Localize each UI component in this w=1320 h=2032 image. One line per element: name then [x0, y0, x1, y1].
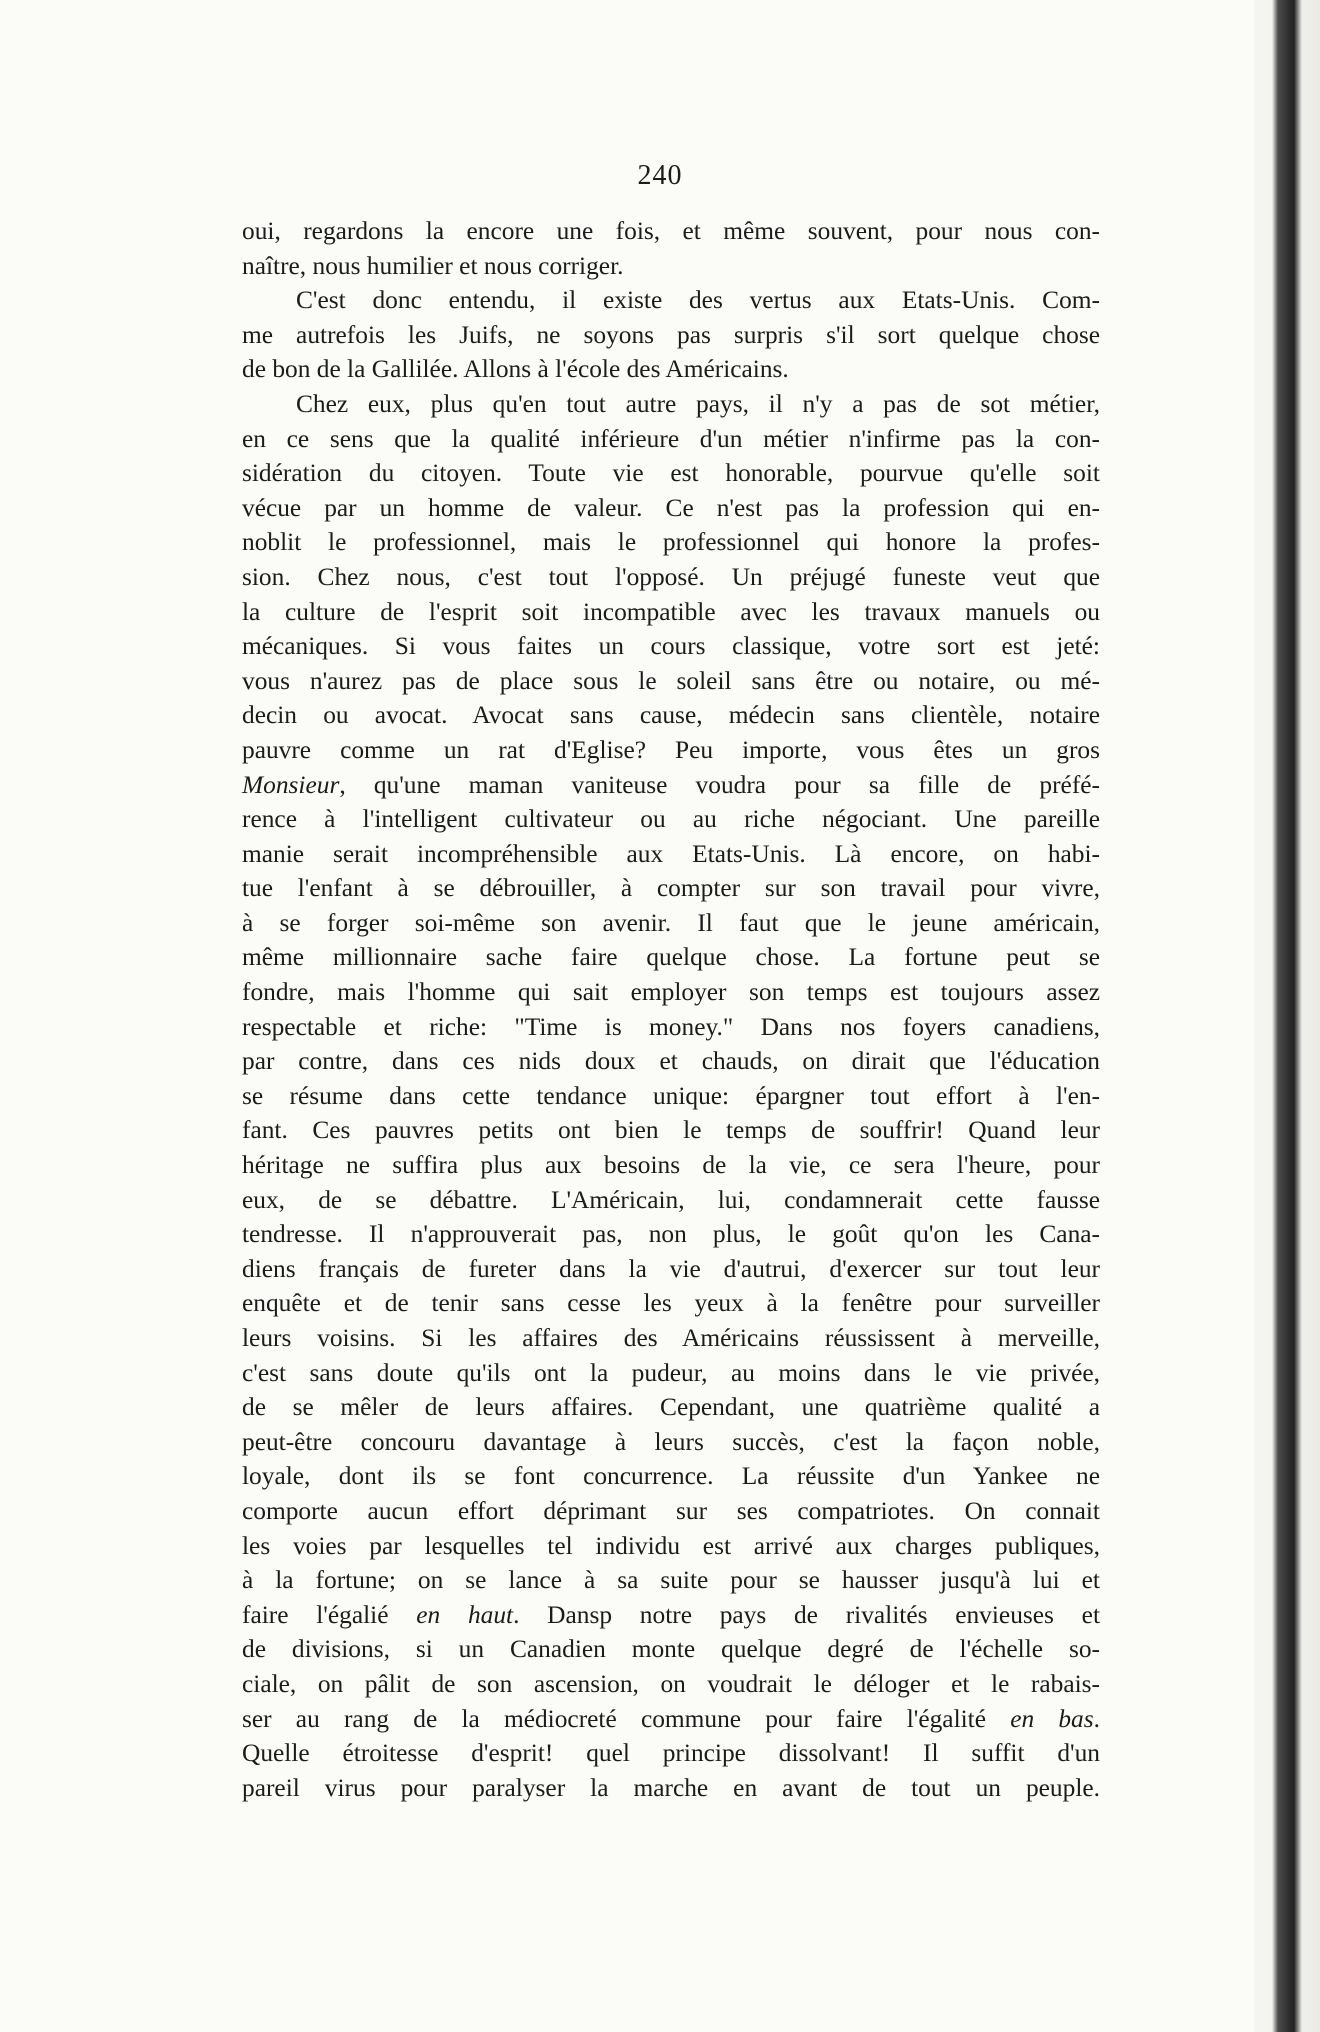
- italic-en-bas: en bas: [1010, 1704, 1094, 1733]
- text-line: C'est donc entendu, il existe des vertus aux Etats-Unis. Com-: [296, 286, 1100, 315]
- text-line: se résume dans cette tendance unique: épargner tout effort à l'en-: [242, 1081, 1100, 1110]
- text-line: decin ou avocat. Avocat sans cause, médecin sans clientèle, notaire: [242, 701, 1100, 730]
- text-line: noblit le professionnel, mais le professionnel qui honore la profes-: [242, 528, 1100, 557]
- text-line: de se mêler de leurs affaires. Cependant, une quatrième qualité a: [242, 1393, 1100, 1422]
- text-line: à la fortune; on se lance à sa suite pour se hausser jusqu'à lui et: [242, 1566, 1100, 1595]
- text-line: la culture de l'esprit soit incompatible avec les travaux manuels ou: [242, 597, 1100, 626]
- text-line: de divisions, si un Canadien monte quelque degré de l'échelle so-: [242, 1635, 1100, 1664]
- text-line: les voies par lesquelles tel individu est arrivé aux charges publiques,: [242, 1531, 1100, 1560]
- text-line: de bon de la Gallilée. Allons à l'école des Américains.: [242, 355, 789, 384]
- text-line: sion. Chez nous, c'est tout l'opposé. Un préjugé funeste veut que: [242, 562, 1100, 591]
- text-line: Monsieur, qu'une maman vaniteuse voudra pour sa fille de préfé-: [242, 770, 1100, 799]
- text-line: leurs voisins. Si les affaires des Américains réussissent à merveille,: [242, 1324, 1100, 1352]
- text-line: par contre, dans ces nids doux et chauds, on dirait que l'éducation: [242, 1047, 1100, 1076]
- text-line: peut-être concouru davantage à leurs succès, c'est la façon noble,: [242, 1427, 1100, 1456]
- text-line: ser au rang de la médiocreté commune pour faire l'égalité en bas.: [242, 1704, 1100, 1733]
- text-line: comporte aucun effort déprimant sur ses compatriotes. On connait: [242, 1496, 1100, 1525]
- text-line: sidération du citoyen. Toute vie est honorable, pourvue qu'elle soit: [242, 459, 1100, 488]
- text-line: en ce sens que la qualité inférieure d'un métier n'infirme pas la con-: [242, 424, 1100, 453]
- text-line: oui, regardons la encore une fois, et même souvent, pour nous con-: [242, 217, 1100, 245]
- body-text: [242, 214, 1100, 1805]
- italic-en-haut: en haut: [416, 1600, 514, 1629]
- text-line: ciale, on pâlit de son ascension, on voudrait le déloger et le rabais-: [242, 1669, 1100, 1698]
- text-line: même millionnaire sache faire quelque chose. La fortune peut se: [242, 943, 1100, 972]
- text-line: loyale, dont ils se font concurrence. La réussite d'un Yankee ne: [242, 1462, 1100, 1491]
- text-line: tue l'enfant à se débrouiller, à compter sur son travail pour vivre,: [242, 874, 1100, 903]
- text-line: pareil virus pour paralyser la marche en avant de tout un peuple.: [242, 1773, 1100, 1802]
- text-line: eux, de se débattre. L'Américain, lui, condamnerait cette fausse: [242, 1185, 1100, 1214]
- text-line: héritage ne suffira plus aux besoins de la vie, ce sera l'heure, pour: [242, 1151, 1100, 1180]
- text-line: enquête et de tenir sans cesse les yeux à la fenêtre pour surveiller: [242, 1289, 1100, 1318]
- text-line: fondre, mais l'homme qui sait employer son temps est toujours assez: [242, 978, 1100, 1007]
- text-line: fant. Ces pauvres petits ont bien le temps de souffrir! Quand leur: [242, 1116, 1100, 1145]
- text-line: me autrefois les Juifs, ne soyons pas surpris s'il sort quelque chose: [242, 320, 1100, 349]
- text-line: Chez eux, plus qu'en tout autre pays, il n'y a pas de sot métier,: [296, 389, 1100, 418]
- italic-monsieur: Monsieur: [242, 770, 340, 799]
- text-line: tendresse. Il n'approuverait pas, non plus, le goût qu'on les Cana-: [242, 1220, 1100, 1249]
- text-line: mécaniques. Si vous faites un cours classique, votre sort est jeté:: [242, 632, 1100, 661]
- text-line: respectable et riche: "Time is money." Dans nos foyers canadiens,: [242, 1012, 1100, 1041]
- page-edge-shadow: [1254, 0, 1320, 2032]
- text-line: vous n'aurez pas de place sous le soleil sans être ou notaire, ou mé-: [242, 666, 1100, 695]
- text-line: manie serait incompréhensible aux Etats-Unis. Là encore, on habi-: [242, 839, 1100, 868]
- text-line: diens français de fureter dans la vie d'autrui, d'exercer sur tout leur: [242, 1254, 1100, 1283]
- text-line: faire l'égalié en haut. Dansp notre pays de rivalités envieuses et: [242, 1600, 1100, 1629]
- text-line: pauvre comme un rat d'Eglise? Peu importe, vous êtes un gros: [242, 735, 1100, 764]
- text-line: rence à l'intelligent cultivateur ou au riche négociant. Une pareille: [242, 805, 1100, 834]
- text-line: Quelle étroitesse d'esprit! quel principe dissolvant! Il suffit d'un: [242, 1739, 1100, 1768]
- page-number: 240: [637, 160, 683, 191]
- text-line: naître, nous humilier et nous corriger.: [242, 251, 624, 280]
- text-line: c'est sans doute qu'ils ont la pudeur, au moins dans le vie privée,: [242, 1358, 1100, 1387]
- text-line: à se forger soi-même son avenir. Il faut que le jeune américain,: [242, 908, 1100, 937]
- text-line: vécue par un homme de valeur. Ce n'est pas la profession qui en-: [242, 493, 1100, 522]
